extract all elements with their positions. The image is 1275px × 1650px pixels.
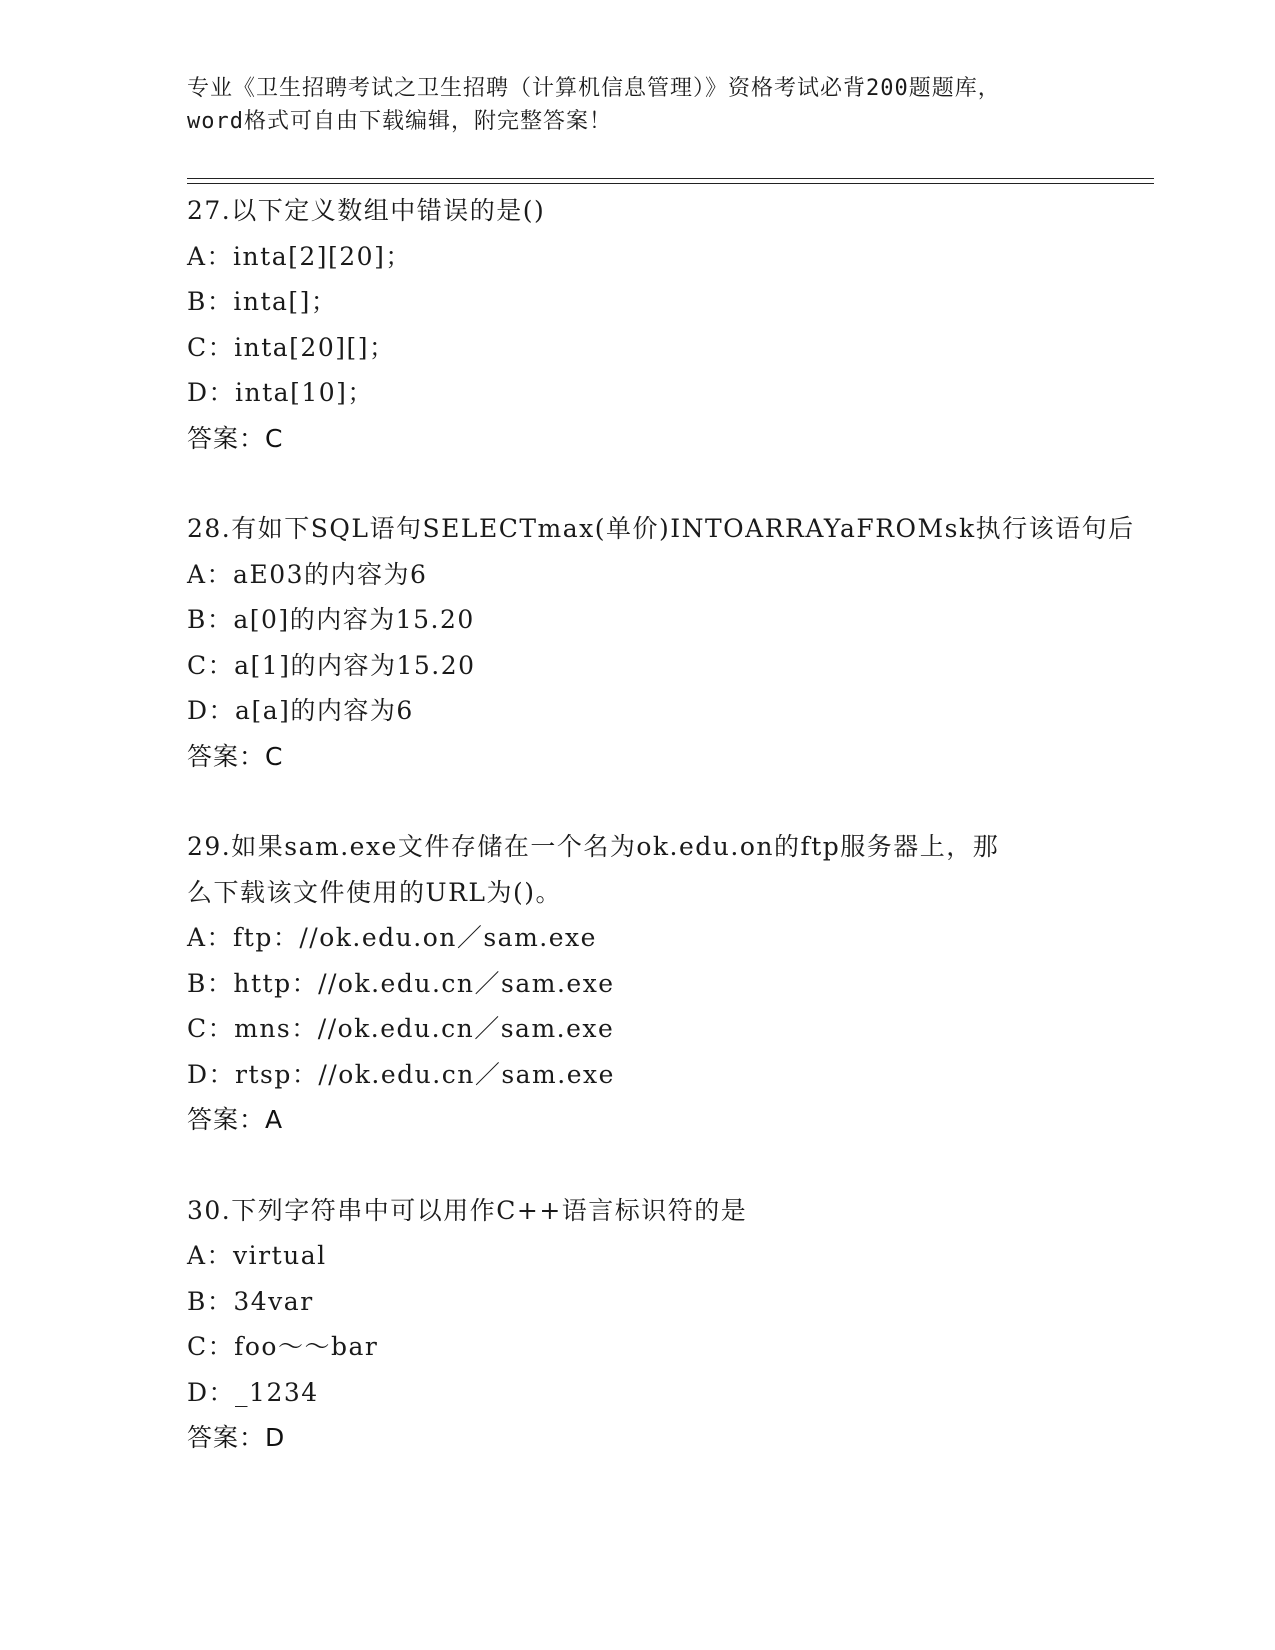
option-d: D：_1234	[187, 1377, 319, 1407]
question-stem-continued: 么下载该文件使用的URL为()。	[187, 877, 563, 907]
answer-line: 答案：D	[187, 1423, 286, 1452]
option-c: C：a[1]的内容为15.20	[187, 650, 476, 680]
option-b: B：http：//ok.edu.cn／sam.exe	[187, 968, 615, 998]
question-29	[187, 824, 1147, 1143]
question-stem: 29.如果sam.exe文件存储在一个名为ok.edu.on的ftp服务器上，那	[187, 832, 1000, 861]
option-a: A：aE03的内容为6	[187, 559, 428, 589]
question-stem: 28.有如下SQL语句SELECTmax(单价)INTOARRAYaFROMsk执行该语句后	[187, 514, 1135, 543]
header-divider-top	[187, 178, 1154, 179]
option-a: A：virtual	[187, 1241, 327, 1270]
option-c: C：inta[20][]；	[187, 332, 396, 362]
header-divider-bottom	[187, 183, 1154, 184]
option-a: A：ftp：//ok.edu.on／sam.exe	[187, 923, 597, 952]
option-d: D：rtsp：//ok.edu.cn／sam.exe	[187, 1059, 615, 1089]
question-stem: 30.下列字符串中可以用作C++语言标识符的是	[187, 1195, 748, 1225]
answer-line: 答案：C	[187, 423, 284, 453]
option-d: D：a[a]的内容为6	[187, 696, 414, 725]
option-b: B：inta[]；	[187, 287, 338, 316]
document-header	[187, 72, 1087, 138]
option-c: C：mns：//ok.edu.cn／sam.exe	[187, 1014, 615, 1043]
answer-line: 答案：C	[187, 741, 284, 771]
question-27	[187, 188, 1147, 461]
option-b: B：34var	[187, 1286, 314, 1316]
option-c: C：foo～～bar	[187, 1332, 379, 1361]
question-stem: 27.以下定义数组中错误的是()	[187, 196, 546, 225]
header-line-2: word格式可自由下载编辑，附完整答案！	[187, 109, 612, 134]
header-line-1: 专业《卫生招聘考试之卫生招聘（计算机信息管理）》资格考试必背200题题库，	[187, 76, 1001, 101]
question-30	[187, 1188, 1147, 1461]
option-b: B：a[0]的内容为15.20	[187, 605, 475, 634]
option-a: A：inta[2][20]；	[187, 241, 412, 271]
question-list	[187, 188, 1147, 1506]
answer-line: 答案：A	[187, 1105, 284, 1134]
option-d: D：inta[10]；	[187, 378, 374, 407]
question-28	[187, 506, 1147, 779]
